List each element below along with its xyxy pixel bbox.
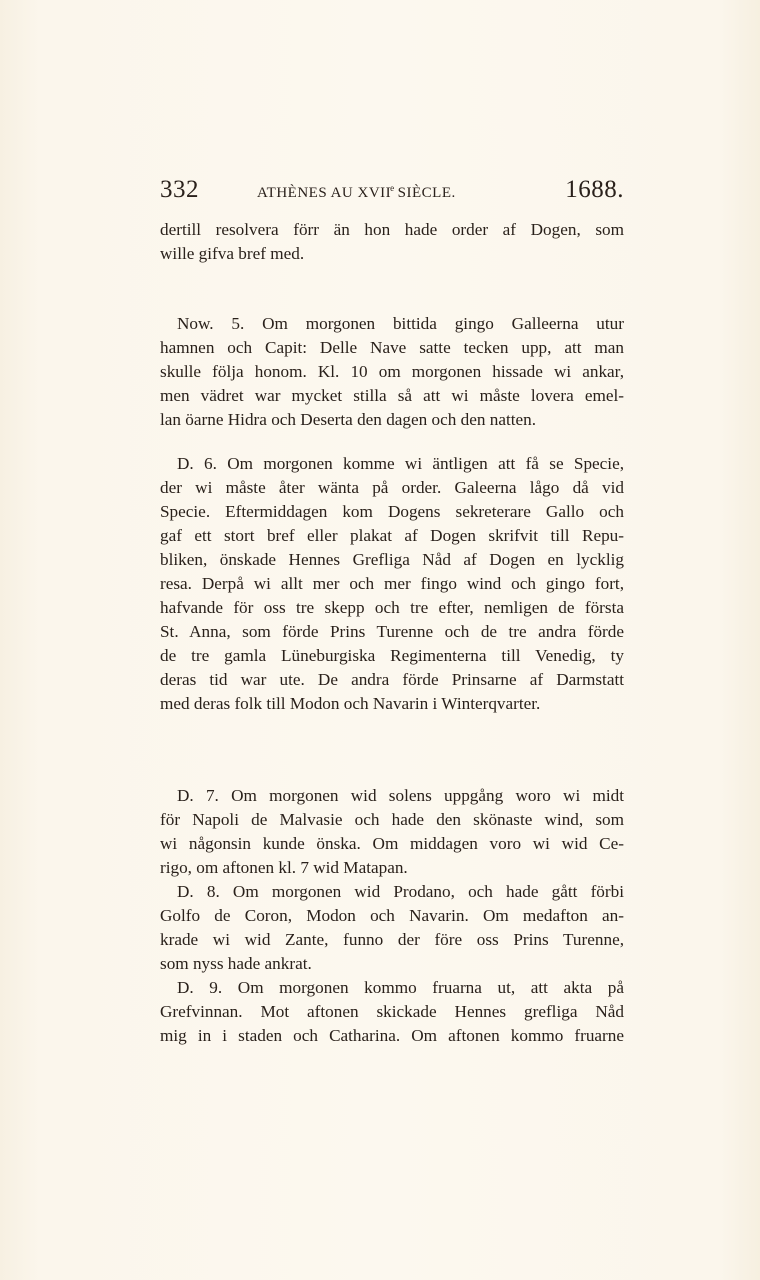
text-line: resa. Derpå wi allt mer och mer fingo wind och gingo fort, [160, 574, 624, 593]
text-line: D. 7. Om morgonen wid solens uppgång woro wi midt [177, 786, 624, 805]
text-line: med deras folk till Modon och Navarin i Winterqvarter. [160, 694, 541, 713]
text-line: rigo, om aftonen kl. 7 wid Matapan. [160, 858, 408, 877]
text-line: skulle följa honom. Kl. 10 om morgonen hissade wi ankar, [160, 362, 624, 381]
text-line: mig in i staden och Catharina. Om aftonen kommo fruarne [160, 1026, 624, 1045]
text-line: der wi måste åter wänta på order. Galeerna lågo då vid [160, 478, 624, 497]
text-line: Now. 5. Om morgonen bittida gingo Galleerna utur [177, 314, 624, 333]
running-title-main: ATHÈNES AU XVII [257, 185, 392, 201]
text-line: D. 6. Om morgonen komme wi äntligen att få se Specie, [177, 454, 624, 473]
running-title [257, 183, 456, 202]
text-line: Specie. Eftermiddagen kom Dogens sekreterare Gallo och [160, 502, 624, 521]
running-header [160, 176, 624, 210]
text-line: krade wi wid Zante, funno der före oss Prins Turenne, [160, 930, 624, 949]
text-line: hamnen och Capit: Delle Nave satte tecken upp, att man [160, 338, 624, 357]
running-title-end: SIÈCLE. [397, 185, 456, 201]
text-line: gaf ett stort bref eller plakat af Dogen skrifvit till Repu- [160, 526, 624, 545]
page-year: 1688. [565, 176, 624, 203]
text-line: deras tid war ute. De andra förde Prinsarne af Darmstatt [160, 670, 624, 689]
text-line: Golfo de Coron, Modon och Navarin. Om medafton an- [160, 906, 624, 925]
text-line: de tre gamla Lüneburgiska Regimenterna till Venedig, ty [160, 646, 624, 665]
text-line: D. 8. Om morgonen wid Prodano, och hade gått förbi [177, 882, 624, 901]
text-line: lan öarne Hidra och Deserta den dagen och den natten. [160, 410, 537, 429]
text-line: dertill resolvera förr än hon hade order af Dogen, som [160, 220, 624, 239]
text-line: wi någonsin kunde önska. Om middagen voro wi wid Ce- [160, 834, 624, 853]
text-line: för Napoli de Malvasie och hade den skönaste wind, som [160, 810, 624, 829]
running-title-superscript: e [390, 183, 395, 193]
text-line: som nyss hade ankrat. [160, 954, 312, 973]
text-line: bliken, önskade Hennes Grefliga Nåd af Dogen en lycklig [160, 550, 624, 569]
text-line: D. 9. Om morgonen kommo fruarna ut, att akta på [177, 978, 624, 997]
page-number: 332 [160, 176, 199, 203]
text-line: Grefvinnan. Mot aftonen skickade Hennes grefliga Nåd [160, 1002, 624, 1021]
text-line: St. Anna, som förde Prins Turenne och de tre andra förde [160, 622, 624, 641]
text-line: hafvande för oss tre skepp och tre efter, nemligen de första [160, 598, 624, 617]
text-line: men vädret war mycket stilla så att wi måste lovera emel- [160, 386, 624, 405]
text-line: wille gifva bref med. [160, 244, 305, 263]
